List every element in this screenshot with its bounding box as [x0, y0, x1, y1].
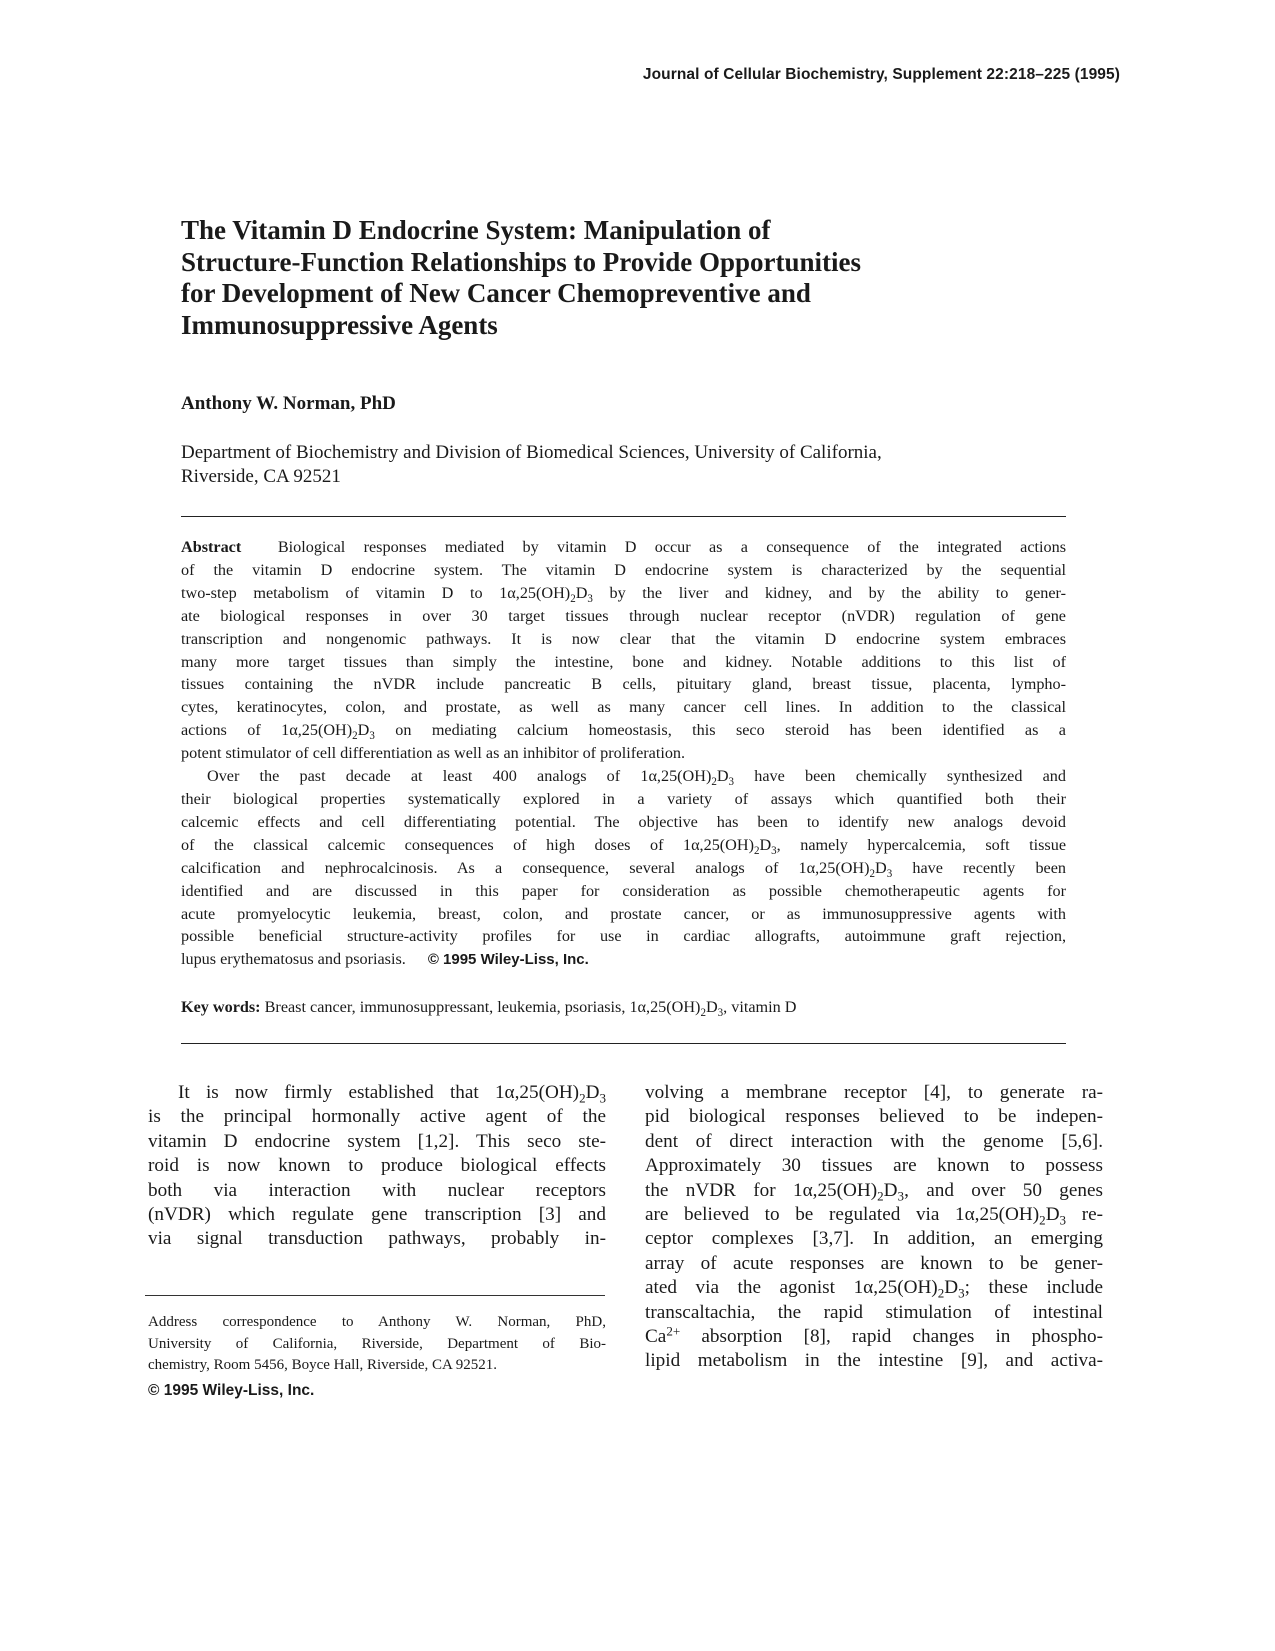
title-line: Immunosuppressive Agents — [181, 309, 498, 340]
abstract-line: many more target tissues than simply the intestine, bone and kidney. Notable additions to this list of — [181, 652, 1066, 671]
abstract-line: acute promyelocytic leukemia, breast, colon, and prostate cancer, or as immunosuppressive agents with — [181, 904, 1066, 923]
abstract-line: Abstract Biological responses mediated by vitamin D occur as a consequence of the integrated actions — [181, 538, 1066, 556]
abstract-line: calcemic effects and cell differentiating potential. The objective has been to identify new analogs devoid — [181, 812, 1066, 831]
abstract-bottom-rule — [181, 1043, 1066, 1044]
body-line: volving a membrane receptor [4], to generate ra- — [645, 1082, 1103, 1103]
body-line: lipid metabolism in the intestine [9], and activa- — [645, 1350, 1103, 1372]
title-line: Structure-Function Relationships to Provide Opportunities — [181, 246, 862, 277]
abstract-copyright: © 1995 Wiley-Liss, Inc. — [427, 951, 589, 969]
correspondence-footnote — [148, 1312, 606, 1377]
compound-formula: $1\alpha,25(OH)_2D_3$ — [853, 1277, 965, 1301]
body-line: roid is now known to produce biological effects — [148, 1155, 606, 1177]
body-line: $Ca^{2+}$ absorption [8], rapid changes in phospho- — [645, 1323, 1103, 1348]
author-affiliation — [181, 441, 1061, 489]
footnote-line: chemistry, Room 5456, Boyce Hall, Riverside, CA 92521. — [148, 1357, 497, 1373]
body-line: via signal transduction pathways, probably in- — [148, 1228, 606, 1250]
body-line: Approximately 30 tissues are known to possess — [645, 1155, 1103, 1177]
footnote-line: Address correspondence to Anthony W. Norman, PhD, — [148, 1314, 606, 1330]
body-line: ceptor complexes [3,7]. In addition, an emerging — [645, 1228, 1103, 1250]
compound-formula: $1\alpha,25(OH)_2D_3$ — [798, 858, 893, 880]
abstract-line: actions of $1\alpha,25(OH)_2D_3$ on mediating calcium homeostasis, this seco steroid has been identified as a — [181, 721, 1066, 743]
body-line: pid biological responses believed to be indepen- — [645, 1106, 1103, 1128]
abstract-line: of the vitamin D endocrine system. The vitamin D endocrine system is characterized by the sequential — [181, 560, 1066, 579]
body-line: transcaltachia, the rapid stimulation of intestinal — [645, 1301, 1103, 1323]
compound-formula: $1\alpha,25(OH)_2D_3$ — [793, 1179, 905, 1204]
abstract-line: identified and are discussed in this paper for consideration as possible chemotherapeutic agents for — [181, 881, 1066, 900]
body-line: It is now firmly established that $1\alpha,25(OH)_2D_3$ — [178, 1082, 606, 1106]
footnote-copyright: © 1995 Wiley-Liss, Inc. — [148, 1382, 315, 1399]
abstract-line: lupus erythematosus and psoriasis. © 1995 Wiley-Liss, Inc. — [181, 950, 589, 969]
body-line: is the principal hormonally active agent of the — [148, 1106, 606, 1128]
body-line: (nVDR) which regulate gene transcription [3] and — [148, 1204, 606, 1226]
compound-formula: $1\alpha,25(OH)_2D_3$ — [640, 767, 735, 788]
abstract-line: transcription and nongenomic pathways. It is now clear that the vitamin D endocrine system embraces — [181, 629, 1066, 648]
compound-formula: $1\alpha,25(OH)_2D_3$ — [955, 1204, 1067, 1228]
footnote-line: University of California, Riverside, Department of Bio- — [148, 1335, 606, 1352]
abstract-line: their biological properties systematically explored in a variety of assays which quantified both their — [181, 789, 1066, 808]
abstract-line: of the classical calcemic consequences of high doses of $1\alpha,25(OH)_2D_3$, namely hypercalcemia, soft tissue — [181, 835, 1067, 857]
affiliation-line: Riverside, CA 92521 — [181, 466, 341, 487]
abstract — [181, 536, 1066, 972]
body-line: the nVDR for $1\alpha,25(OH)_2D_3$, and over 50 genes — [645, 1179, 1103, 1204]
abstract-line: two-step metabolism of vitamin D to $1\alpha,25(OH)_2D_3$ by the liver and kidney, and by the ability to gener- — [181, 583, 1067, 605]
body-line: are believed to be regulated via $1\alpha,25(OH)_2D_3$ re- — [645, 1204, 1103, 1228]
body-line: vitamin D endocrine system [1,2]. This seco ste- — [148, 1130, 606, 1152]
title-line: The Vitamin D Endocrine System: Manipulation of — [181, 215, 771, 245]
abstract-top-rule — [181, 516, 1066, 517]
affiliation-line: Department of Biochemistry and Division of Biomedical Sciences, University of California, — [181, 442, 882, 463]
body-column-right — [645, 1081, 1103, 1374]
body-line: dent of direct interaction with the genome [5,6]. — [645, 1130, 1103, 1152]
keywords: Key words: Breast cancer, immunosuppressant, leukemia, psoriasis, $1\alpha,25(OH)_2D_3$, vitamin D — [181, 998, 797, 1019]
abstract-line: possible beneficial structure-activity profiles for use in cardiac allografts, autoimmune graft rejection, — [181, 927, 1066, 946]
footnote-rule — [145, 1295, 605, 1296]
keywords-label: Key words: — [181, 998, 261, 1016]
body-line: both via interaction with nuclear receptors — [148, 1179, 606, 1201]
running-head: Journal of Cellular Biochemistry, Supplement 22:218–225 (1995) — [642, 66, 1120, 83]
compound-formula: $1\alpha,25(OH)_2D_3$ — [499, 583, 593, 605]
compound-formula: $1\alpha,25(OH)_2D_3$ — [494, 1082, 606, 1106]
abstract-line: calcification and nephrocalcinosis. As a consequence, several analogs of $1\alpha,25(OH)_2D_3$ have recently been — [181, 858, 1066, 880]
title-line: for Development of New Cancer Chemopreventive and — [181, 278, 811, 308]
body-line: array of acute responses are known to be gener- — [645, 1252, 1103, 1274]
abstract-label: Abstract — [181, 538, 242, 556]
body-column-left — [148, 1081, 606, 1252]
author-name: Anthony W. Norman, PhD — [181, 393, 396, 414]
abstract-line: tissues containing the nVDR include pancreatic B cells, pituitary gland, breast tissue, placenta, lympho- — [181, 675, 1066, 694]
compound-formula: $1\alpha,25(OH)_2D_3$ — [281, 721, 375, 743]
abstract-line: ate biological responses in over 30 target tissues through nuclear receptor (nVDR) regulation of gene — [181, 606, 1066, 625]
abstract-line: Over the past decade at least 400 analogs of $1\alpha,25(OH)_2D_3$ have been chemically synthesized and — [207, 767, 1066, 788]
abstract-line: potent stimulator of cell differentiation as well as an inhibitor of proliferation. — [181, 744, 686, 763]
compound-formula: $1\alpha,25(OH)_2D_3$ — [629, 998, 724, 1019]
article-title — [181, 215, 1001, 341]
abstract-line: cytes, keratinocytes, colon, and prostate, as well as many cancer cell lines. In addition to the classical — [181, 698, 1066, 717]
body-line: ated via the agonist $1\alpha,25(OH)_2D_3$; these include — [645, 1277, 1103, 1301]
compound-formula: $1\alpha,25(OH)_2D_3$ — [682, 835, 777, 857]
